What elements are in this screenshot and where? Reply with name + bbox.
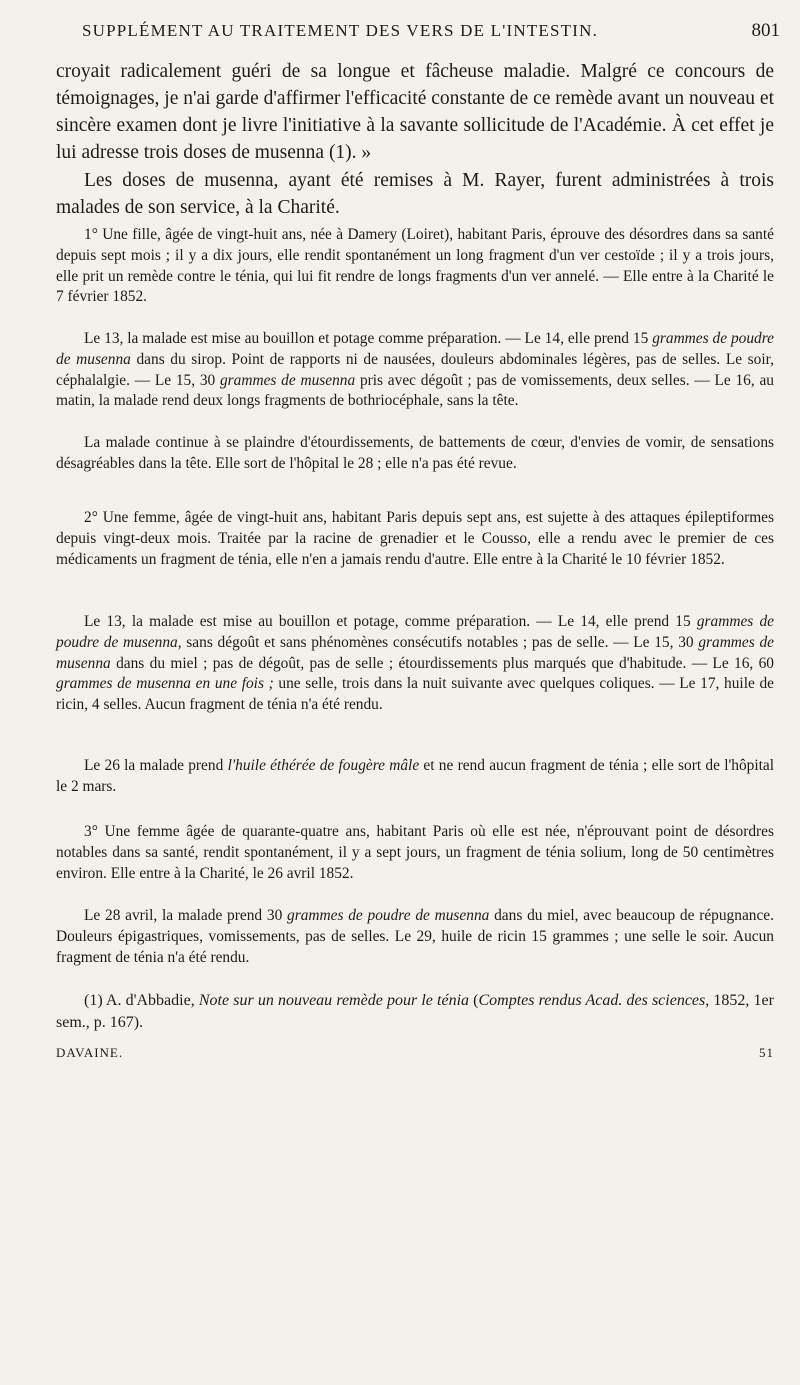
case-2-history: 2° Une femme, âgée de vingt-huit ans, habitant Paris depuis sept ans, est sujette à des attaques épileptiformes depuis vingt-deux mois. Traitée par la racine de grenadier et le Cousso, elle a rendu avec le premier de ces médicaments un fragment de ténia, elle n'en a jamais rendu d'autre. Elle entre à la Charité le 10 février 1852. [56,509,774,568]
intro-paragraph: croyait radicalement guéri de sa longue et fâcheuse maladie. Malgré ce concours de témoignages, je n'ai garde d'affirmer l'efficacité constante de ce remède avant un nouveau et sincère examen dont je livre l'initiative à la savante sollicitude de l'Académie. À cet effet je lui adresse trois doses de musenna (1). » [56,61,774,163]
sheet-number: 51 [759,1045,774,1060]
author-signature: DAVAINE. [56,1045,124,1060]
running-title: SUPPLÉMENT AU TRAITEMENT DES VERS DE L'INTESTIN. [81,21,599,40]
case-1-outcome: La malade continue à se plaindre d'étourdissements, de battements de cœur, d'envies de vomir, de sensations désagréables dans la tête. Elle sort de l'hôpital le 28 ; elle n'a pas été revue. [56,434,774,472]
case-3-history: 3° Une femme âgée de quarante-quatre ans, habitant Paris où elle est née, n'éprouvant point de désordres notables dans sa santé, rendit spontanément, il y a sept jours, un fragment de ténia solium, long de 50 centimètres environ. Elle entre à la Charité, le 26 avril 1852. [56,823,774,882]
case-2-outcome: Le 26 la malade prend l'huile éthérée de fougère mâle et ne rend aucun fragment de ténia ; elle sort de l'hôpital le 2 mars. [56,757,774,795]
signature-line [56,1045,774,1061]
case-1-history: 1° Une fille, âgée de vingt-huit ans, née à Damery (Loiret), habitant Paris, éprouve des désordres dans sa santé depuis sept mois ; il y a dix jours, elle rendit spontanément un long fragment d'un ver cestoïde ; il y a trois jours, elle prit un remède contre le ténia, qui lui fit rendre de longs fragments d'un ver annelé. — Elle entre à la Charité le 7 février 1852. [56,226,774,306]
page-header [40,20,780,48]
rayer-paragraph: Les doses de musenna, ayant été remises à M. Rayer, furent administrées à trois malades de son service, à la Charité. [56,170,774,218]
case-2-treatment: Le 13, la malade est mise au bouillon et potage, comme préparation. — Le 14, elle prend 15 grammes de poudre de musenna, sans dégoût et sans phénomènes consécutifs notables ; pas de selle. — Le 15, 30 grammes de musenna dans du miel ; pas de dégoût, pas de selle ; étourdissements plus marqués que d'habitude. — Le 16, 60 grammes de musenna en une fois ; une selle, trois dans la nuit suivante avec quelques coliques. — Le 17, huile de ricin, 4 selles. Aucun fragment de ténia n'a été rendu. [56,613,774,714]
page-number: 801 [751,20,780,41]
case-3-treatment: Le 28 avril, la malade prend 30 grammes de poudre de musenna dans du miel, avec beaucoup de répugnance. Douleurs épigastriques, vomissements, pas de selles. Le 29, huile de ricin 15 grammes ; une selle le soir. Aucun fragment de ténia n'a été rendu. [56,907,774,966]
footnote: (1) A. d'Abbadie, Note sur un nouveau remède pour le ténia (Comptes rendus Acad. des sciences, 1852, 1er sem., p. 167). [56,992,774,1031]
case-1-treatment: Le 13, la malade est mise au bouillon et potage comme préparation. — Le 14, elle prend 15 grammes de poudre de musenna dans du sirop. Point de rapports ni de nausées, douleurs abdominales légères, pas de selles. Le soir, céphalalgie. — Le 15, 30 grammes de musenna pris avec dégoût ; pas de vomissements, deux selles. — Le 16, au matin, la malade rend deux longs fragments de bothriocéphale, sans la tête. [56,330,774,410]
